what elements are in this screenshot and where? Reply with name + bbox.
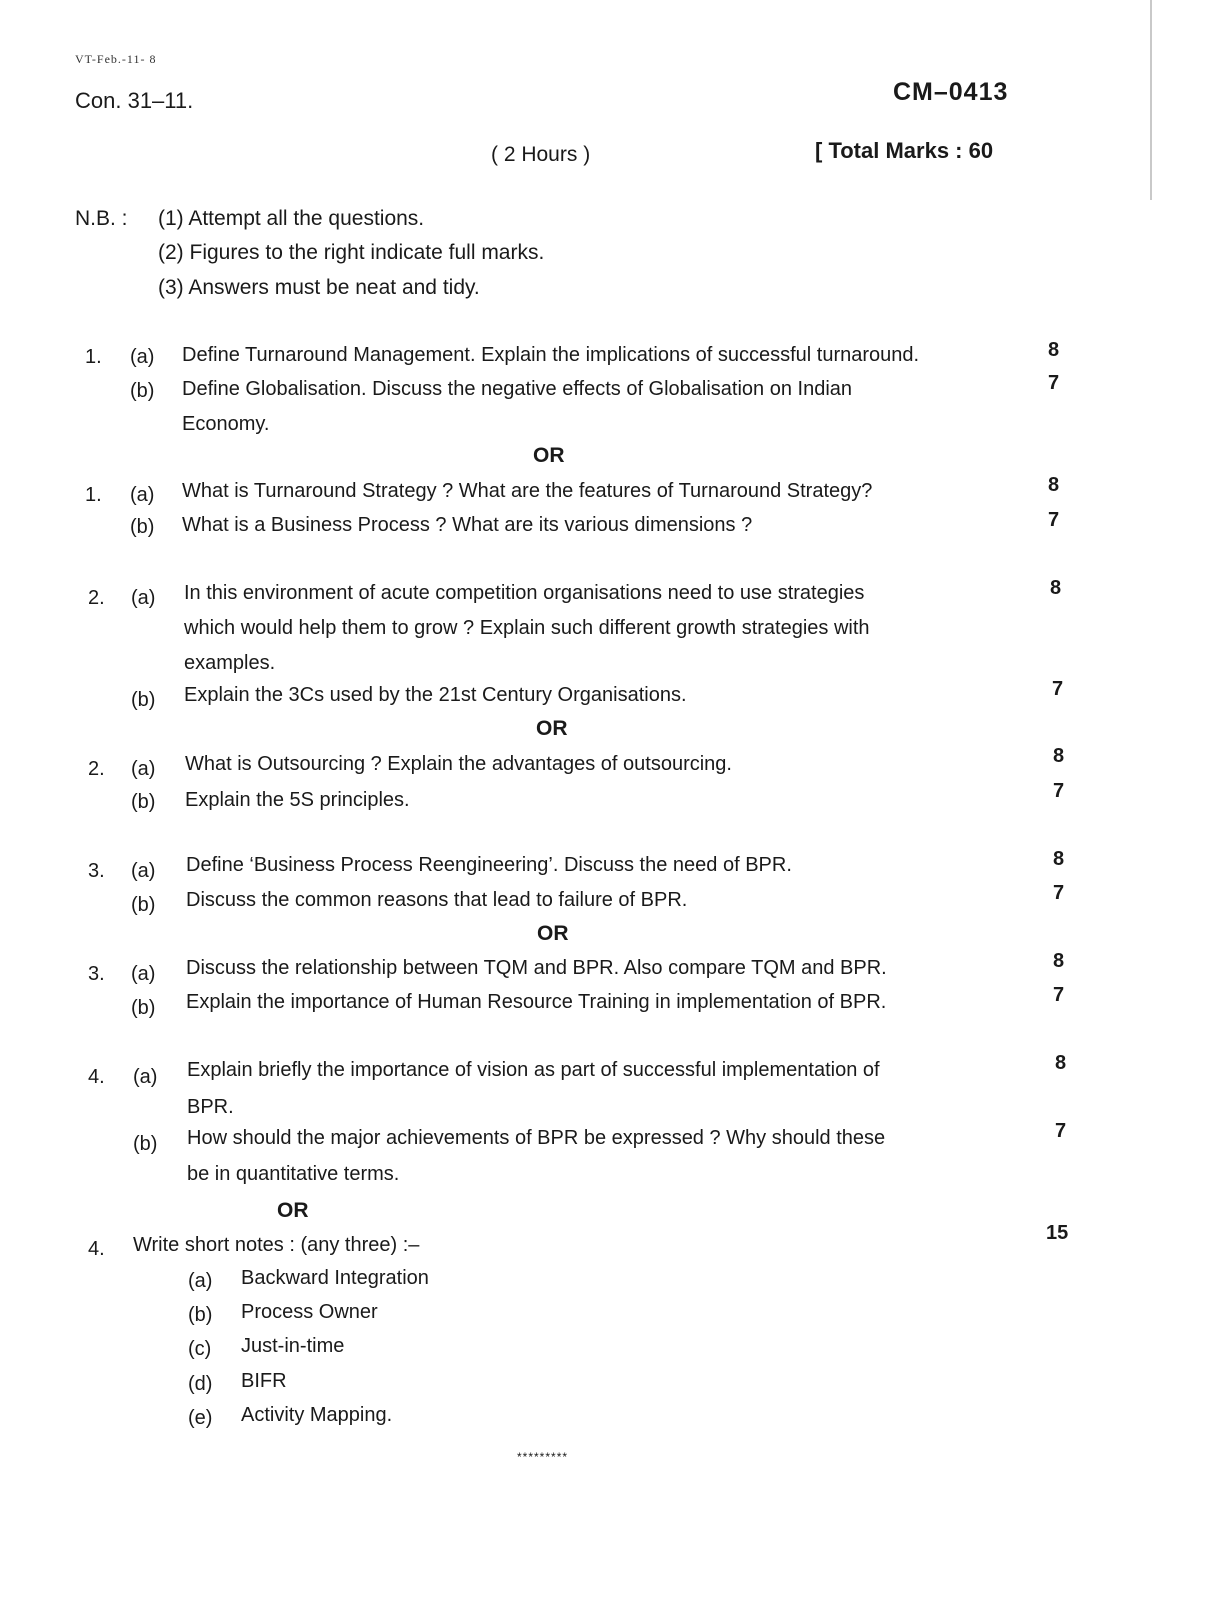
q3a-text: Define ‘Business Process Reengineering’. Discuss the need of BPR.	[186, 854, 792, 876]
q4a-text-cont: BPR.	[187, 1096, 234, 1118]
q2a-marks: 8	[1050, 577, 1062, 599]
nb-item-2: (2) Figures to the right indicate full marks.	[158, 241, 545, 264]
q2a-label: (a)	[131, 587, 156, 609]
q1a-marks: 8	[1048, 339, 1060, 361]
q3b-label: (b)	[131, 894, 156, 916]
q3alt-a-marks: 8	[1053, 950, 1065, 972]
or-divider-4: OR	[277, 1199, 309, 1222]
q2a-text: In this environment of acute competition organisations need to use strategies	[184, 582, 865, 604]
note-c-label: (c)	[188, 1338, 212, 1360]
q4alt-text: Write short notes : (any three) :–	[133, 1234, 420, 1256]
q2a-text-cont2: examples.	[184, 652, 276, 674]
q3b-marks: 7	[1053, 882, 1065, 904]
q1b-label: (b)	[130, 380, 155, 402]
total-marks: [ Total Marks : 60	[815, 138, 994, 163]
q3-number: 3.	[88, 860, 105, 882]
q3a-label: (a)	[131, 860, 156, 882]
note-c-text: Just-in-time	[241, 1335, 345, 1357]
q4b-marks: 7	[1055, 1120, 1067, 1142]
page-edge-line	[1150, 0, 1152, 200]
q2a-text-cont: which would help them to grow ? Explain such different growth strategies with	[184, 617, 870, 639]
note-a-label: (a)	[188, 1270, 213, 1292]
q2b-text: Explain the 3Cs used by the 21st Century Organisations.	[184, 684, 687, 706]
nb-item-3: (3) Answers must be neat and tidy.	[158, 276, 480, 299]
or-divider-1: OR	[533, 444, 565, 467]
q2alt-a-label: (a)	[131, 758, 156, 780]
note-e-label: (e)	[188, 1407, 213, 1429]
q2alt-b-marks: 7	[1053, 780, 1065, 802]
q1a-label: (a)	[130, 346, 155, 368]
q1-number: 1.	[85, 346, 102, 368]
paper-code-small: VT-Feb.-11- 8	[75, 52, 157, 66]
q3alt-b-label: (b)	[131, 997, 156, 1019]
q2alt-a-text: What is Outsourcing ? Explain the advantages of outsourcing.	[185, 753, 732, 775]
note-d-label: (d)	[188, 1373, 213, 1395]
nb-prefix: N.B. :	[75, 207, 128, 230]
q1alt-b-text: What is a Business Process ? What are its various dimensions ?	[182, 514, 753, 536]
q1alt-a-label: (a)	[130, 484, 155, 506]
note-d-text: BIFR	[241, 1370, 287, 1392]
q3alt-b-marks: 7	[1053, 984, 1065, 1006]
q4a-label: (a)	[133, 1066, 158, 1088]
or-divider-2: OR	[536, 717, 568, 740]
note-a-text: Backward Integration	[241, 1267, 429, 1289]
q1alt-b-label: (b)	[130, 516, 155, 538]
q1alt-number: 1.	[85, 484, 102, 506]
q4b-text: How should the major achievements of BPR be expressed ? Why should these	[187, 1127, 886, 1149]
q3alt-a-text: Discuss the relationship between TQM and BPR. Also compare TQM and BPR.	[186, 957, 887, 979]
q2alt-b-label: (b)	[131, 791, 156, 813]
q1alt-a-marks: 8	[1048, 474, 1060, 496]
note-e-text: Activity Mapping.	[241, 1404, 393, 1426]
q2alt-a-marks: 8	[1053, 745, 1065, 767]
q4b-text-cont: be in quantitative terms.	[187, 1163, 400, 1185]
q2alt-b-text: Explain the 5S principles.	[185, 789, 410, 811]
q1b-marks: 7	[1048, 372, 1060, 394]
cm-code: CM–0413	[893, 78, 1009, 106]
q1b-text-cont: Economy.	[182, 413, 270, 435]
nb-item-1: (1) Attempt all the questions.	[158, 207, 425, 230]
note-b-label: (b)	[188, 1304, 213, 1326]
q4b-label: (b)	[133, 1133, 158, 1155]
duration: ( 2 Hours )	[491, 143, 591, 166]
q4alt-number: 4.	[88, 1238, 105, 1260]
q2-number: 2.	[88, 587, 105, 609]
q3b-text: Discuss the common reasons that lead to failure of BPR.	[186, 889, 688, 911]
note-b-text: Process Owner	[241, 1301, 378, 1323]
q2b-marks: 7	[1052, 678, 1064, 700]
q1b-text: Define Globalisation. Discuss the negative effects of Globalisation on Indian	[182, 378, 853, 400]
q3alt-a-label: (a)	[131, 963, 156, 985]
q3a-marks: 8	[1053, 848, 1065, 870]
or-divider-3: OR	[537, 922, 569, 945]
q2alt-number: 2.	[88, 758, 105, 780]
q4a-marks: 8	[1055, 1052, 1067, 1074]
q3alt-number: 3.	[88, 963, 105, 985]
q4-number: 4.	[88, 1066, 105, 1088]
q4a-text: Explain briefly the importance of vision as part of successful implementation of	[187, 1059, 880, 1081]
con-number: Con. 31–11.	[75, 88, 194, 113]
q2b-label: (b)	[131, 689, 156, 711]
q1alt-a-text: What is Turnaround Strategy ? What are the features of Turnaround Strategy?	[182, 480, 873, 502]
q1alt-b-marks: 7	[1048, 509, 1060, 531]
q3alt-b-text: Explain the importance of Human Resource Training in implementation of BPR.	[186, 991, 887, 1013]
q4alt-marks: 15	[1046, 1222, 1069, 1244]
end-stars: *********	[517, 1450, 569, 1464]
q1a-text: Define Turnaround Management. Explain the implications of successful turnaround.	[182, 344, 920, 366]
